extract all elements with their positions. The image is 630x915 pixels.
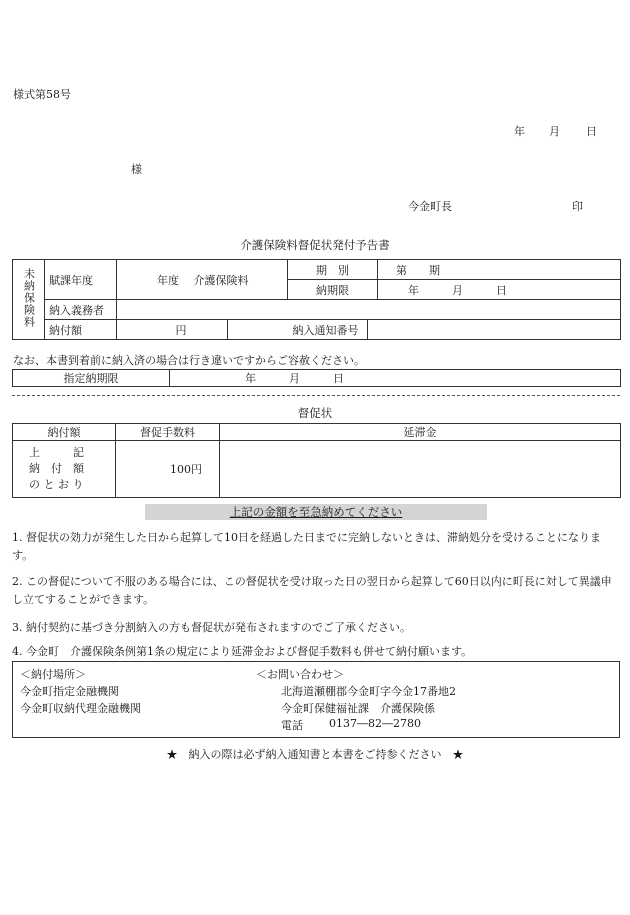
apology-text: なお、本書到着前に納入済の場合は行き違いですからご容赦ください。 bbox=[13, 354, 365, 367]
obligor-value bbox=[117, 300, 621, 320]
cut-line bbox=[12, 395, 620, 396]
page-title: 介護保険料督促状発付予告書 bbox=[240, 238, 390, 252]
designated-deadline-value: 年 月 日 bbox=[170, 370, 621, 387]
demand-header-amount: 納付額 bbox=[13, 424, 116, 441]
amount-unit: 円 bbox=[117, 320, 227, 339]
demand-table bbox=[12, 423, 621, 498]
payment-place-1: 今金町指定金融機関 bbox=[20, 685, 119, 698]
demand-header-fee: 督促手数料 bbox=[116, 424, 220, 441]
demand-late-fee-value bbox=[220, 441, 621, 498]
form-number: 様式第58号 bbox=[13, 88, 71, 101]
date-day: 日 bbox=[586, 125, 597, 138]
payment-place-2: 今金町収納代理金融機関 bbox=[20, 702, 141, 715]
inquiry-phone: 0137―82―2780 bbox=[329, 717, 421, 730]
contact-box bbox=[12, 661, 620, 738]
notice-number-value bbox=[367, 320, 621, 339]
period-label: 期 別 bbox=[288, 260, 378, 280]
note-1: 1. 督促状の効力が発生した日から起算して10日を経過した日までに完納しないときは、滞納処分を受けることになります。 bbox=[12, 531, 601, 562]
date-year: 年 bbox=[514, 125, 525, 138]
note-2: 2. この督促について不服のある場合には、この督促状を受け取った日の翌日から起算して60日以内に町長に対して異議申し立てすることができます。 bbox=[12, 575, 612, 606]
payment-place-title: ＜納付場所＞ bbox=[20, 668, 86, 681]
obligor-label: 納入義務者 bbox=[45, 300, 117, 320]
designated-deadline-table bbox=[12, 369, 621, 387]
due-date-label: 納期限 bbox=[288, 280, 378, 300]
designated-deadline-label: 指定納期限 bbox=[13, 370, 170, 387]
period-value: 第 期 bbox=[378, 260, 621, 280]
footer-note: ★ 納入の際は必ず納入通知書と本書をご持参ください ★ bbox=[166, 748, 464, 761]
date-month: 月 bbox=[549, 125, 560, 138]
recipient-suffix: 様 bbox=[131, 163, 142, 176]
levy-year-value: 年度 介護保険料 bbox=[117, 260, 288, 300]
seal-mark: 印 bbox=[572, 200, 583, 213]
unpaid-premium-side-label: 未納保険料 bbox=[13, 260, 45, 340]
inquiry-department: 今金町保健福祉課 介護保険係 bbox=[281, 702, 435, 715]
demand-title: 督促状 bbox=[297, 406, 333, 420]
note-4: 4. 今金町 介護保険条例第1条の規定により延滞金および督促手数料も併せて納付願います。 bbox=[12, 645, 473, 658]
issuer-name: 今金町長 bbox=[408, 200, 452, 213]
inquiry-address: 北海道瀬棚郡今金町字今金17番地2 bbox=[281, 685, 456, 698]
amount-label: 納付額 bbox=[45, 320, 117, 340]
notice-number-label: 納入通知番号 bbox=[227, 320, 367, 339]
amount-row bbox=[117, 320, 621, 340]
inquiry-phone-label: 電話 bbox=[281, 719, 303, 732]
note-3: 3. 納付契約に基づき分割納入の方も督促状が発布されますのでご了承ください。 bbox=[12, 621, 411, 634]
demand-amount-cell: 上 記 納 付 額 の と お り bbox=[13, 441, 116, 498]
payment-urge-banner: 上記の金額を至急納めてください bbox=[145, 504, 487, 520]
demand-fee-value: 100円 bbox=[116, 441, 220, 498]
inquiry-title: ＜お問い合わせ＞ bbox=[256, 668, 344, 681]
levy-year-label: 賦課年度 bbox=[45, 260, 117, 300]
due-date-value: 年 月 日 bbox=[378, 280, 621, 300]
demand-header-late-fee: 延滞金 bbox=[220, 424, 621, 441]
unpaid-premium-table bbox=[12, 259, 621, 340]
